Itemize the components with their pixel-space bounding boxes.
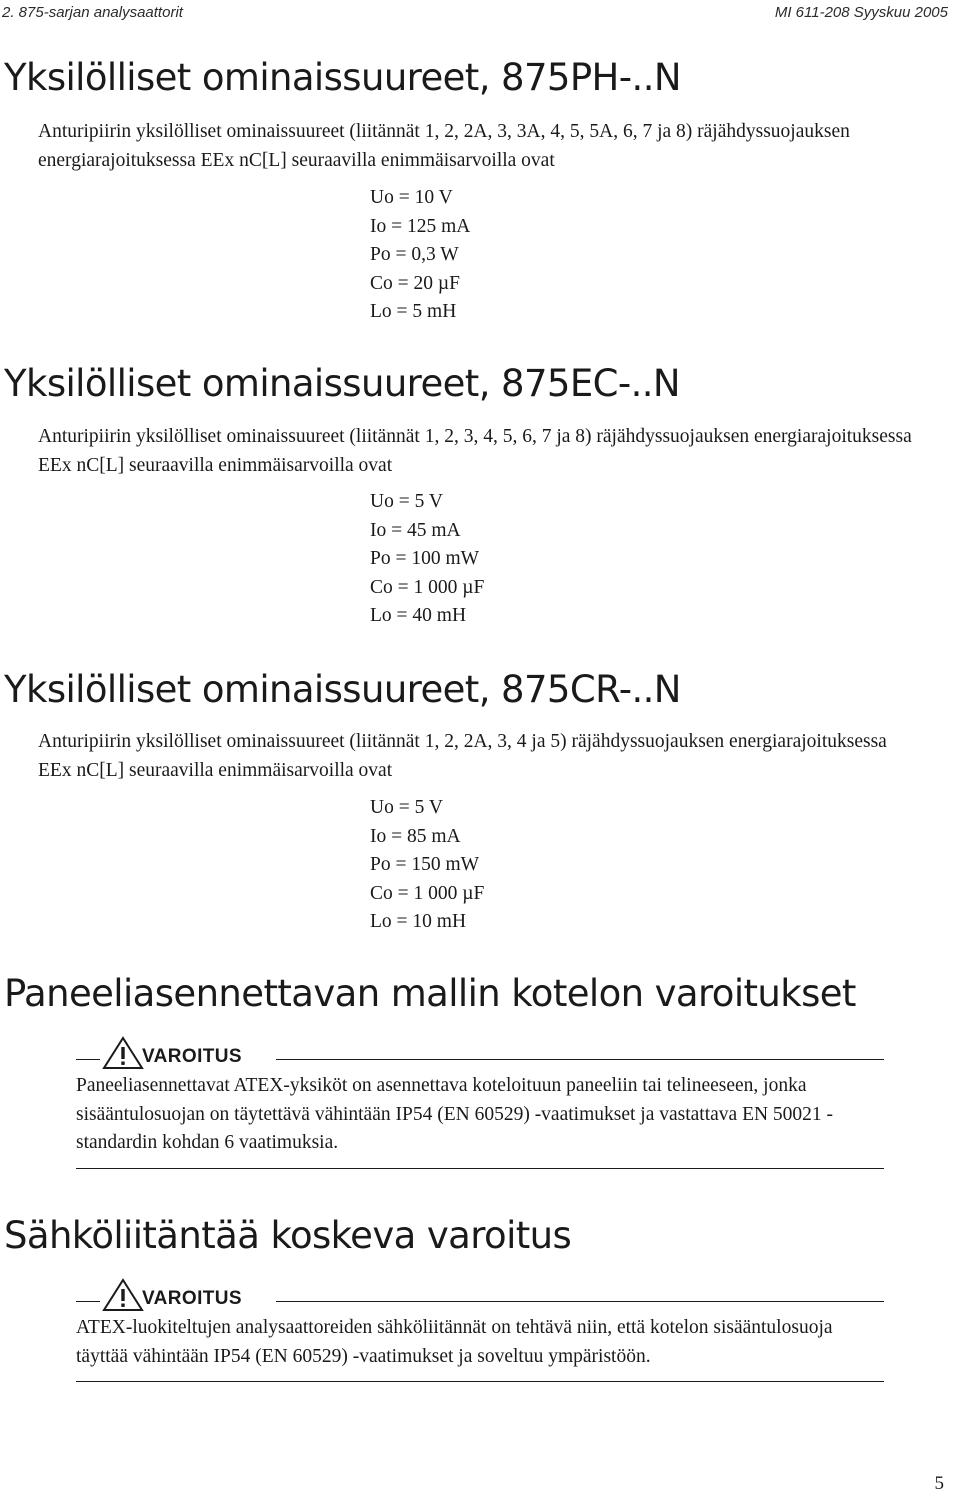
warning-bottom-rule: [76, 1381, 884, 1382]
spec-io: Io = 125 mA: [370, 215, 471, 237]
section-paragraph-875ph: Anturipiirin yksilölliset ominaissuureet (liitännät 1, 2, 2A, 3, 3A, 4, 5, 5A, 6, 7 ja 8) räjähdyssuojauksen energiarajoituksessa EEx nC[L] seuraavilla enimmäisarvoilla ovat: [38, 121, 850, 171]
warning-box-panel: [76, 1036, 884, 1169]
section-title-875ph: Yksilölliset ominaissuureet, 875PH-..N: [4, 56, 681, 99]
spec-lo: Lo = 10 mH: [370, 911, 467, 933]
warning-text: ATEX-luokiteltujen analysaattoreiden sähköliitännät on tehtävä niin, että kotelon sisääntulosuoja täyttää vähintään IP54 (EN 60529) -vaatimukset ja soveltuu ympäristöön.: [76, 1317, 833, 1367]
running-header-chapter: 2. 875-sarjan analysaattorit: [2, 4, 183, 21]
warning-triangle-icon: [102, 1036, 144, 1070]
section-paragraph-875cr: Anturipiirin yksilölliset ominaissuureet (liitännät 1, 2, 2A, 3, 4 ja 5) räjähdyssuojauksen energiarajoituksessa EEx nC[L] seuraavilla enimmäisarvoilla ovat: [38, 731, 887, 781]
spec-lo: Lo = 5 mH: [370, 301, 457, 323]
warning-header: [76, 1278, 884, 1310]
warning-header: [76, 1036, 884, 1068]
rule-line: [276, 1059, 884, 1060]
warning-label: VAROITUS: [142, 1046, 242, 1067]
warning-label: VAROITUS: [142, 1288, 242, 1309]
section-title-panel-warnings: Paneeliasennettavan mallin kotelon varoitukset: [4, 972, 856, 1015]
rule-line: [276, 1301, 884, 1302]
spec-uo: Uo = 5 V: [370, 491, 443, 512]
section-title-electrical-warning: Sähköliitäntää koskeva varoitus: [4, 1214, 572, 1257]
spec-lo: Lo = 40 mH: [370, 605, 467, 627]
warning-text: Paneeliasennettavat ATEX-yksiköt on asennettava koteloituun paneeliin tai telineeseen, jonka sisääntulosuojan on täytettävä vähintään IP54 (EN 60529) -vaatimukset ja vastattava EN 50021 -standardin kohdan 6 vaatimuksia.: [76, 1075, 834, 1154]
spec-po: Po = 100 mW: [370, 548, 480, 570]
running-header-doc-info: MI 611-208 Syyskuu 2005: [774, 4, 948, 21]
spec-po: Po = 150 mW: [370, 854, 480, 876]
rule-line: [76, 1301, 100, 1302]
section-title-875ec: Yksilölliset ominaissuureet, 875EC-..N: [4, 362, 681, 405]
spec-io: Io = 85 mA: [370, 825, 461, 847]
spec-list-875ec: [370, 488, 484, 631]
spec-uo: Uo = 10 V: [370, 187, 453, 208]
warning-bottom-rule: [76, 1168, 884, 1169]
spec-co: Co = 20 µF: [370, 272, 460, 294]
spec-list-875cr: [370, 794, 484, 937]
page-number: 5: [934, 1473, 944, 1494]
spec-list-875ph: [370, 184, 470, 327]
warning-box-electrical: [76, 1278, 884, 1382]
section-title-875cr: Yksilölliset ominaissuureet, 875CR-..N: [4, 668, 681, 711]
spec-io: Io = 45 mA: [370, 519, 461, 541]
spec-co: Co = 1 000 µF: [370, 576, 485, 598]
spec-po: Po = 0,3 W: [370, 244, 459, 266]
spec-uo: Uo = 5 V: [370, 797, 443, 818]
section-paragraph-875ec: Anturipiirin yksilölliset ominaissuureet (liitännät 1, 2, 3, 4, 5, 6, 7 ja 8) räjähdyssuojauksen energiarajoituksessa EEx nC[L] seuraavilla enimmäisarvoilla ovat: [38, 426, 912, 476]
rule-line: [76, 1059, 100, 1060]
spec-co: Co = 1 000 µF: [370, 882, 485, 904]
warning-triangle-icon: [102, 1278, 144, 1312]
